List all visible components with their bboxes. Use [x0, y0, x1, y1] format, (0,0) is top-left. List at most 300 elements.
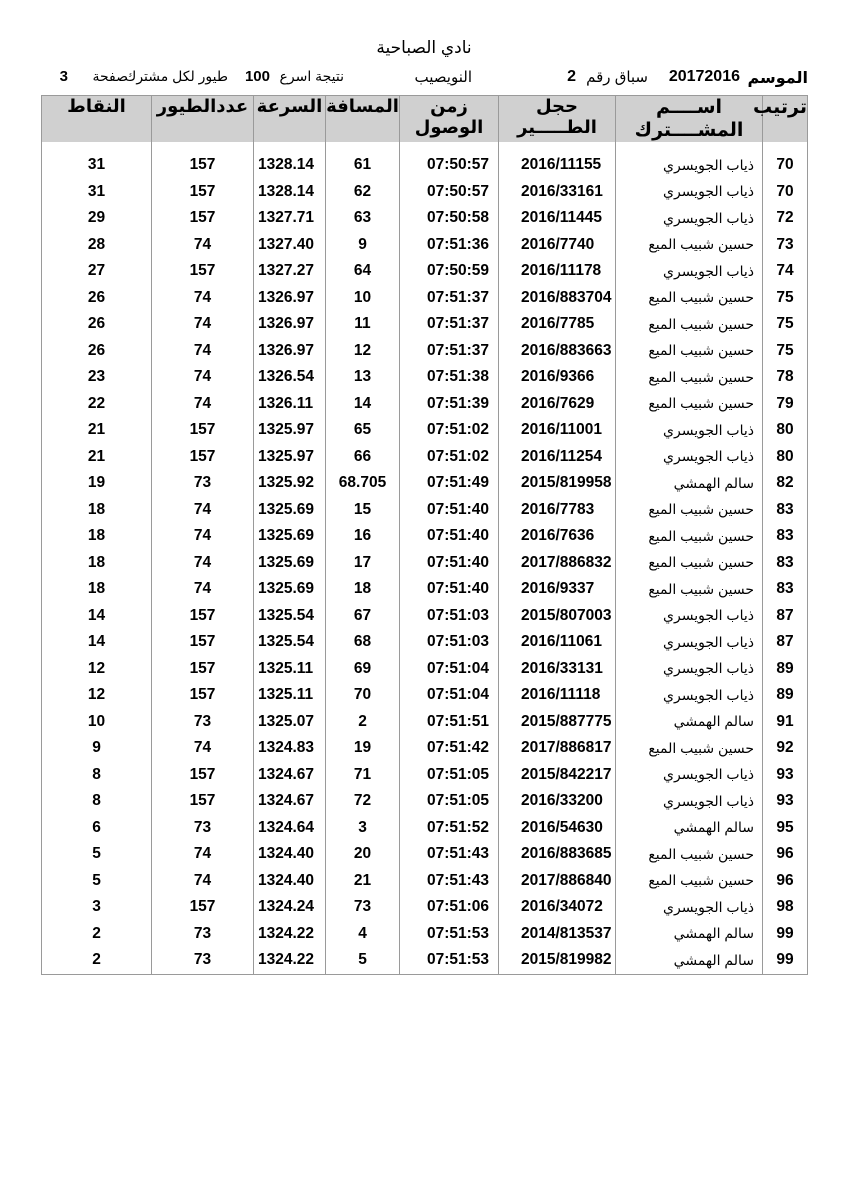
cell-ring: 2016/883704 — [499, 285, 616, 312]
cell-bird-count: 157 — [152, 682, 254, 709]
cell-arrival: 07:51:43 — [400, 841, 499, 868]
cell-points: 18 — [42, 550, 152, 577]
cell-points: 26 — [42, 285, 152, 312]
cell-arrival: 07:51:02 — [400, 417, 499, 444]
cell-distance: 9 — [326, 232, 400, 259]
cell-distance: 3 — [326, 815, 400, 842]
cell-points: 2 — [42, 921, 152, 948]
cell-owner: حسين شبيب الميع — [616, 497, 763, 524]
table-row — [42, 444, 808, 471]
cell-owner: حسين شبيب الميع — [616, 550, 763, 577]
cell-owner: حسين شبيب الميع — [616, 338, 763, 365]
cell-arrival: 07:51:53 — [400, 947, 499, 974]
cell-owner: حسين شبيب الميع — [616, 735, 763, 762]
table-header-row — [42, 96, 808, 143]
cell-bird-count: 157 — [152, 788, 254, 815]
cell-distance: 5 — [326, 947, 400, 974]
cell-points: 23 — [42, 364, 152, 391]
race-label: سباق رقم — [586, 69, 648, 86]
cell-distance: 67 — [326, 603, 400, 630]
cell-bird-count: 74 — [152, 576, 254, 603]
cell-rank: 70 — [763, 179, 808, 206]
cell-ring: 2016/9366 — [499, 364, 616, 391]
cell-arrival: 07:51:53 — [400, 921, 499, 948]
cell-points: 8 — [42, 788, 152, 815]
cell-distance: 61 — [326, 152, 400, 179]
cell-rank: 83 — [763, 497, 808, 524]
table-row — [42, 576, 808, 603]
season-value: 20172016 — [668, 68, 740, 85]
table-row — [42, 709, 808, 736]
cell-arrival: 07:51:51 — [400, 709, 499, 736]
cell-points: 19 — [42, 470, 152, 497]
cell-rank: 70 — [763, 152, 808, 179]
cell-ring: 2016/11155 — [499, 152, 616, 179]
cell-bird-count: 74 — [152, 841, 254, 868]
cell-owner: ذياب الجويسري — [616, 894, 763, 921]
cell-bird-count: 157 — [152, 417, 254, 444]
col-header-ring: حجل الطـــــير — [499, 96, 616, 143]
table-row — [42, 735, 808, 762]
cell-points: 31 — [42, 152, 152, 179]
cell-points: 28 — [42, 232, 152, 259]
table-row — [42, 656, 808, 683]
cell-speed: 1326.97 — [254, 285, 326, 312]
cell-owner: ذياب الجويسري — [616, 682, 763, 709]
cell-owner: حسين شبيب الميع — [616, 841, 763, 868]
cell-owner: ذياب الجويسري — [616, 629, 763, 656]
cell-points: 8 — [42, 762, 152, 789]
cell-ring: 2017/886832 — [499, 550, 616, 577]
cell-owner: حسين شبيب الميع — [616, 364, 763, 391]
page-number: 3 — [59, 68, 68, 85]
cell-arrival: 07:51:04 — [400, 656, 499, 683]
table-row — [42, 391, 808, 418]
cell-bird-count: 74 — [152, 735, 254, 762]
cell-owner: سالم الهمشي — [616, 815, 763, 842]
cell-owner: سالم الهمشي — [616, 709, 763, 736]
birds-per-member: 100 — [244, 68, 270, 85]
cell-ring: 2015/807003 — [499, 603, 616, 630]
cell-rank: 78 — [763, 364, 808, 391]
table-row — [42, 470, 808, 497]
cell-rank: 89 — [763, 656, 808, 683]
cell-speed: 1327.71 — [254, 205, 326, 232]
cell-bird-count: 73 — [152, 947, 254, 974]
cell-points: 5 — [42, 841, 152, 868]
cell-points: 6 — [42, 815, 152, 842]
cell-bird-count: 74 — [152, 497, 254, 524]
cell-points: 29 — [42, 205, 152, 232]
table-row — [42, 152, 808, 179]
cell-owner: ذياب الجويسري — [616, 258, 763, 285]
cell-owner: حسين شبيب الميع — [616, 311, 763, 338]
cell-rank: 99 — [763, 947, 808, 974]
table-row — [42, 364, 808, 391]
cell-rank: 83 — [763, 550, 808, 577]
cell-distance: 2 — [326, 709, 400, 736]
cell-bird-count: 74 — [152, 391, 254, 418]
cell-ring: 2016/7636 — [499, 523, 616, 550]
cell-arrival: 07:51:38 — [400, 364, 499, 391]
table-row — [42, 523, 808, 550]
cell-speed: 1325.11 — [254, 682, 326, 709]
cell-distance: 10 — [326, 285, 400, 312]
cell-ring: 2017/886817 — [499, 735, 616, 762]
cell-rank: 83 — [763, 523, 808, 550]
race-name: النويصيب — [414, 69, 472, 86]
cell-ring: 2017/886840 — [499, 868, 616, 895]
col-header-distance: المسافة — [326, 96, 400, 143]
col-header-rank: ترتيب — [763, 96, 808, 143]
cell-speed: 1328.14 — [254, 152, 326, 179]
cell-speed: 1324.67 — [254, 762, 326, 789]
cell-speed: 1325.07 — [254, 709, 326, 736]
cell-ring: 2016/9337 — [499, 576, 616, 603]
cell-speed: 1325.54 — [254, 603, 326, 630]
cell-bird-count: 73 — [152, 815, 254, 842]
cell-arrival: 07:51:37 — [400, 311, 499, 338]
cell-rank: 98 — [763, 894, 808, 921]
cell-owner: حسين شبيب الميع — [616, 576, 763, 603]
cell-rank: 95 — [763, 815, 808, 842]
cell-points: 22 — [42, 391, 152, 418]
cell-speed: 1324.40 — [254, 868, 326, 895]
cell-bird-count: 74 — [152, 311, 254, 338]
cell-bird-count: 74 — [152, 364, 254, 391]
col-header-bird-count: عددالطيور — [152, 96, 254, 143]
cell-rank: 87 — [763, 629, 808, 656]
club-name: نادي الصباحية — [376, 38, 472, 57]
cell-rank: 91 — [763, 709, 808, 736]
cell-ring: 2016/7629 — [499, 391, 616, 418]
cell-speed: 1325.69 — [254, 550, 326, 577]
cell-ring: 2016/33131 — [499, 656, 616, 683]
cell-points: 18 — [42, 497, 152, 524]
table-row — [42, 629, 808, 656]
cell-distance: 68.705 — [326, 470, 400, 497]
cell-ring: 2015/819982 — [499, 947, 616, 974]
cell-bird-count: 73 — [152, 709, 254, 736]
cell-speed: 1325.69 — [254, 497, 326, 524]
cell-ring: 2016/11118 — [499, 682, 616, 709]
cell-bird-count: 74 — [152, 232, 254, 259]
cell-distance: 68 — [326, 629, 400, 656]
cell-distance: 62 — [326, 179, 400, 206]
cell-distance: 69 — [326, 656, 400, 683]
cell-rank: 99 — [763, 921, 808, 948]
table-row — [42, 417, 808, 444]
cell-points: 26 — [42, 311, 152, 338]
cell-points: 18 — [42, 523, 152, 550]
cell-distance: 72 — [326, 788, 400, 815]
cell-points: 21 — [42, 444, 152, 471]
cell-owner: ذياب الجويسري — [616, 179, 763, 206]
cell-ring: 2016/7785 — [499, 311, 616, 338]
cell-speed: 1328.14 — [254, 179, 326, 206]
cell-rank: 82 — [763, 470, 808, 497]
table-row — [42, 921, 808, 948]
page-label: صفحة — [92, 68, 128, 84]
cell-rank: 96 — [763, 868, 808, 895]
cell-bird-count: 157 — [152, 444, 254, 471]
col-header-arrival: زمن الوصول — [400, 96, 499, 143]
cell-distance: 73 — [326, 894, 400, 921]
cell-ring: 2016/34072 — [499, 894, 616, 921]
cell-rank: 74 — [763, 258, 808, 285]
cell-owner: سالم الهمشي — [616, 921, 763, 948]
cell-owner: حسين شبيب الميع — [616, 285, 763, 312]
cell-arrival: 07:51:43 — [400, 868, 499, 895]
cell-speed: 1324.67 — [254, 788, 326, 815]
cell-arrival: 07:51:02 — [400, 444, 499, 471]
cell-distance: 64 — [326, 258, 400, 285]
cell-ring: 2016/33161 — [499, 179, 616, 206]
cell-ring: 2014/813537 — [499, 921, 616, 948]
cell-arrival: 07:50:57 — [400, 179, 499, 206]
cell-owner: حسين شبيب الميع — [616, 523, 763, 550]
cell-bird-count: 157 — [152, 656, 254, 683]
cell-speed: 1326.97 — [254, 311, 326, 338]
cell-ring: 2016/883663 — [499, 338, 616, 365]
cell-rank: 89 — [763, 682, 808, 709]
cell-distance: 70 — [326, 682, 400, 709]
cell-rank: 79 — [763, 391, 808, 418]
cell-points: 2 — [42, 947, 152, 974]
cell-speed: 1326.11 — [254, 391, 326, 418]
cell-speed: 1325.97 — [254, 444, 326, 471]
cell-speed: 1324.24 — [254, 894, 326, 921]
cell-arrival: 07:51:04 — [400, 682, 499, 709]
cell-speed: 1325.69 — [254, 576, 326, 603]
cell-distance: 11 — [326, 311, 400, 338]
cell-points: 18 — [42, 576, 152, 603]
cell-rank: 93 — [763, 762, 808, 789]
cell-arrival: 07:51:40 — [400, 576, 499, 603]
cell-speed: 1325.11 — [254, 656, 326, 683]
cell-arrival: 07:51:37 — [400, 338, 499, 365]
table-row — [42, 841, 808, 868]
cell-owner: ذياب الجويسري — [616, 205, 763, 232]
cell-distance: 65 — [326, 417, 400, 444]
cell-points: 12 — [42, 656, 152, 683]
cell-owner: سالم الهمشي — [616, 470, 763, 497]
cell-arrival: 07:51:05 — [400, 762, 499, 789]
cell-bird-count: 157 — [152, 152, 254, 179]
table-row — [42, 258, 808, 285]
cell-rank: 92 — [763, 735, 808, 762]
cell-bird-count: 157 — [152, 258, 254, 285]
cell-points: 26 — [42, 338, 152, 365]
cell-bird-count: 74 — [152, 523, 254, 550]
cell-speed: 1326.97 — [254, 338, 326, 365]
table-row — [42, 947, 808, 974]
cell-arrival: 07:51:05 — [400, 788, 499, 815]
cell-points: 9 — [42, 735, 152, 762]
table-row — [42, 603, 808, 630]
cell-arrival: 07:51:06 — [400, 894, 499, 921]
table-row — [42, 788, 808, 815]
cell-bird-count: 74 — [152, 338, 254, 365]
cell-rank: 83 — [763, 576, 808, 603]
table-row — [42, 815, 808, 842]
cell-owner: ذياب الجويسري — [616, 603, 763, 630]
cell-distance: 15 — [326, 497, 400, 524]
table-row — [42, 497, 808, 524]
cell-ring: 2016/7740 — [499, 232, 616, 259]
cell-points: 21 — [42, 417, 152, 444]
cell-ring: 2016/11061 — [499, 629, 616, 656]
cell-owner: ذياب الجويسري — [616, 788, 763, 815]
col-header-speed: السرعة — [254, 96, 326, 143]
cell-rank: 75 — [763, 311, 808, 338]
race-number: 2 — [567, 68, 576, 85]
cell-ring: 2016/883685 — [499, 841, 616, 868]
table-row — [42, 682, 808, 709]
birds-label: طيور لكل مشترك — [124, 68, 228, 84]
cell-points: 27 — [42, 258, 152, 285]
col-header-owner: اســــم المشــــترك — [616, 96, 763, 143]
cell-speed: 1324.22 — [254, 921, 326, 948]
cell-distance: 20 — [326, 841, 400, 868]
cell-bird-count: 157 — [152, 894, 254, 921]
cell-ring: 2016/11001 — [499, 417, 616, 444]
cell-ring: 2015/887775 — [499, 709, 616, 736]
cell-speed: 1326.54 — [254, 364, 326, 391]
cell-ring: 2016/11445 — [499, 205, 616, 232]
cell-points: 12 — [42, 682, 152, 709]
table-row — [42, 894, 808, 921]
table-row — [42, 868, 808, 895]
cell-owner: حسين شبيب الميع — [616, 868, 763, 895]
cell-distance: 21 — [326, 868, 400, 895]
cell-bird-count: 157 — [152, 629, 254, 656]
cell-distance: 19 — [326, 735, 400, 762]
cell-owner: ذياب الجويسري — [616, 152, 763, 179]
table-row — [42, 232, 808, 259]
cell-points: 10 — [42, 709, 152, 736]
cell-ring: 2016/7783 — [499, 497, 616, 524]
cell-bird-count: 157 — [152, 205, 254, 232]
table-row — [42, 338, 808, 365]
table-row — [42, 205, 808, 232]
cell-arrival: 07:51:52 — [400, 815, 499, 842]
cell-rank: 80 — [763, 417, 808, 444]
cell-owner: ذياب الجويسري — [616, 444, 763, 471]
cell-arrival: 07:51:03 — [400, 603, 499, 630]
cell-bird-count: 157 — [152, 179, 254, 206]
cell-ring: 2016/54630 — [499, 815, 616, 842]
cell-arrival: 07:51:49 — [400, 470, 499, 497]
cell-rank: 87 — [763, 603, 808, 630]
cell-speed: 1324.64 — [254, 815, 326, 842]
cell-rank: 75 — [763, 285, 808, 312]
cell-bird-count: 73 — [152, 470, 254, 497]
cell-arrival: 07:50:58 — [400, 205, 499, 232]
cell-ring: 2016/11254 — [499, 444, 616, 471]
cell-owner: ذياب الجويسري — [616, 762, 763, 789]
cell-speed: 1327.27 — [254, 258, 326, 285]
cell-distance: 71 — [326, 762, 400, 789]
cell-arrival: 07:51:36 — [400, 232, 499, 259]
cell-distance: 63 — [326, 205, 400, 232]
cell-bird-count: 157 — [152, 762, 254, 789]
cell-ring: 2015/842217 — [499, 762, 616, 789]
cell-owner: حسين شبيب الميع — [616, 232, 763, 259]
cell-bird-count: 74 — [152, 550, 254, 577]
cell-distance: 14 — [326, 391, 400, 418]
cell-bird-count: 74 — [152, 868, 254, 895]
cell-speed: 1324.83 — [254, 735, 326, 762]
cell-arrival: 07:51:03 — [400, 629, 499, 656]
cell-points: 3 — [42, 894, 152, 921]
cell-points: 14 — [42, 603, 152, 630]
cell-rank: 72 — [763, 205, 808, 232]
cell-arrival: 07:51:40 — [400, 523, 499, 550]
cell-points: 5 — [42, 868, 152, 895]
cell-speed: 1324.22 — [254, 947, 326, 974]
cell-owner: حسين شبيب الميع — [616, 391, 763, 418]
cell-distance: 12 — [326, 338, 400, 365]
cell-speed: 1325.69 — [254, 523, 326, 550]
cell-distance: 16 — [326, 523, 400, 550]
cell-speed: 1325.54 — [254, 629, 326, 656]
cell-arrival: 07:50:57 — [400, 152, 499, 179]
cell-arrival: 07:51:39 — [400, 391, 499, 418]
cell-owner: سالم الهمشي — [616, 947, 763, 974]
cell-points: 14 — [42, 629, 152, 656]
cell-rank: 73 — [763, 232, 808, 259]
table-row — [42, 311, 808, 338]
cell-rank: 75 — [763, 338, 808, 365]
cell-bird-count: 74 — [152, 285, 254, 312]
table-spacer-row — [42, 142, 808, 152]
cell-bird-count: 73 — [152, 921, 254, 948]
cell-speed: 1325.92 — [254, 470, 326, 497]
cell-arrival: 07:51:40 — [400, 497, 499, 524]
cell-bird-count: 157 — [152, 603, 254, 630]
race-info-line — [44, 68, 808, 92]
cell-speed: 1327.40 — [254, 232, 326, 259]
cell-distance: 66 — [326, 444, 400, 471]
cell-ring: 2016/11178 — [499, 258, 616, 285]
cell-distance: 17 — [326, 550, 400, 577]
cell-distance: 4 — [326, 921, 400, 948]
cell-points: 31 — [42, 179, 152, 206]
result-label: نتيجة اسرع — [279, 68, 344, 84]
cell-rank: 93 — [763, 788, 808, 815]
col-header-points: النقاط — [42, 96, 152, 143]
cell-distance: 13 — [326, 364, 400, 391]
cell-owner: ذياب الجويسري — [616, 417, 763, 444]
table-body — [42, 142, 808, 974]
cell-speed: 1325.97 — [254, 417, 326, 444]
season-label: الموسم — [747, 70, 808, 87]
table-row — [42, 762, 808, 789]
cell-arrival: 07:51:37 — [400, 285, 499, 312]
table-row — [42, 550, 808, 577]
cell-arrival: 07:50:59 — [400, 258, 499, 285]
results-table — [41, 95, 808, 975]
cell-rank: 96 — [763, 841, 808, 868]
cell-speed: 1324.40 — [254, 841, 326, 868]
cell-ring: 2016/33200 — [499, 788, 616, 815]
table-row — [42, 179, 808, 206]
table-row — [42, 285, 808, 312]
cell-ring: 2015/819958 — [499, 470, 616, 497]
cell-distance: 18 — [326, 576, 400, 603]
cell-rank: 80 — [763, 444, 808, 471]
